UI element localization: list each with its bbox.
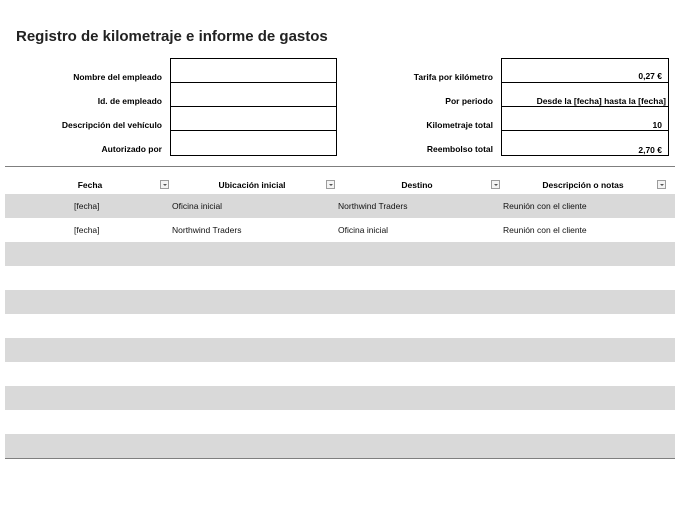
table-row[interactable] (5, 290, 675, 314)
cell-notas[interactable]: Reunión con el cliente (503, 225, 587, 235)
cell-fecha[interactable]: [fecha] (74, 225, 100, 235)
table-row[interactable] (5, 434, 675, 458)
table-row[interactable] (5, 242, 675, 266)
table-row[interactable] (5, 314, 675, 338)
table-row[interactable] (5, 194, 675, 218)
label-period: Por periodo (445, 96, 493, 106)
table-bottom-rule (5, 458, 675, 459)
filter-dropdown-notas[interactable] (657, 180, 666, 189)
cell-notas[interactable]: Reunión con el cliente (503, 201, 587, 211)
table-row[interactable] (5, 410, 675, 434)
section-divider (5, 166, 675, 167)
filter-dropdown-ubicacion[interactable] (326, 180, 335, 189)
table-row[interactable] (5, 266, 675, 290)
table-row[interactable] (5, 386, 675, 410)
column-header-destino: Destino (401, 180, 433, 190)
employee-id-field[interactable] (170, 82, 337, 107)
total-mileage-field[interactable]: 10 (501, 106, 669, 131)
label-vehicle-description: Descripción del vehículo (61, 120, 162, 130)
vehicle-description-field[interactable] (170, 106, 337, 131)
period-field[interactable]: Desde la [fecha] hasta la [fecha] (501, 82, 669, 107)
page-title: Registro de kilometraje e informe de gastos (16, 28, 328, 45)
column-header-fecha: Fecha (77, 180, 103, 190)
label-employee-id: Id. de empleado (97, 96, 162, 106)
employee-name-field[interactable] (170, 58, 337, 83)
filter-dropdown-fecha[interactable] (160, 180, 169, 189)
filter-dropdown-destino[interactable] (491, 180, 500, 189)
table-row[interactable] (5, 218, 675, 242)
cell-destino[interactable]: Oficina inicial (338, 225, 389, 235)
authorized-by-field[interactable] (170, 130, 337, 156)
rate-per-km-field[interactable]: 0,27 € (501, 58, 669, 83)
label-total-reimbursement: Reembolso total (426, 144, 493, 154)
cell-ubicacion[interactable]: Northwind Traders (172, 225, 242, 235)
table-row[interactable] (5, 338, 675, 362)
column-header-ubicacion: Ubicación inicial (218, 180, 286, 190)
column-header-notas: Descripción o notas (542, 180, 624, 190)
cell-ubicacion[interactable]: Oficina inicial (172, 201, 223, 211)
label-total-mileage: Kilometraje total (426, 120, 493, 130)
label-employee-name: Nombre del empleado (73, 72, 162, 82)
label-authorized-by: Autorizado por (101, 144, 162, 154)
cell-destino[interactable]: Northwind Traders (338, 201, 408, 211)
total-reimbursement-field[interactable]: 2,70 € (501, 130, 669, 156)
label-rate-per-km: Tarifa por kilómetro (413, 72, 493, 82)
table-row[interactable] (5, 362, 675, 386)
cell-fecha[interactable]: [fecha] (74, 201, 100, 211)
